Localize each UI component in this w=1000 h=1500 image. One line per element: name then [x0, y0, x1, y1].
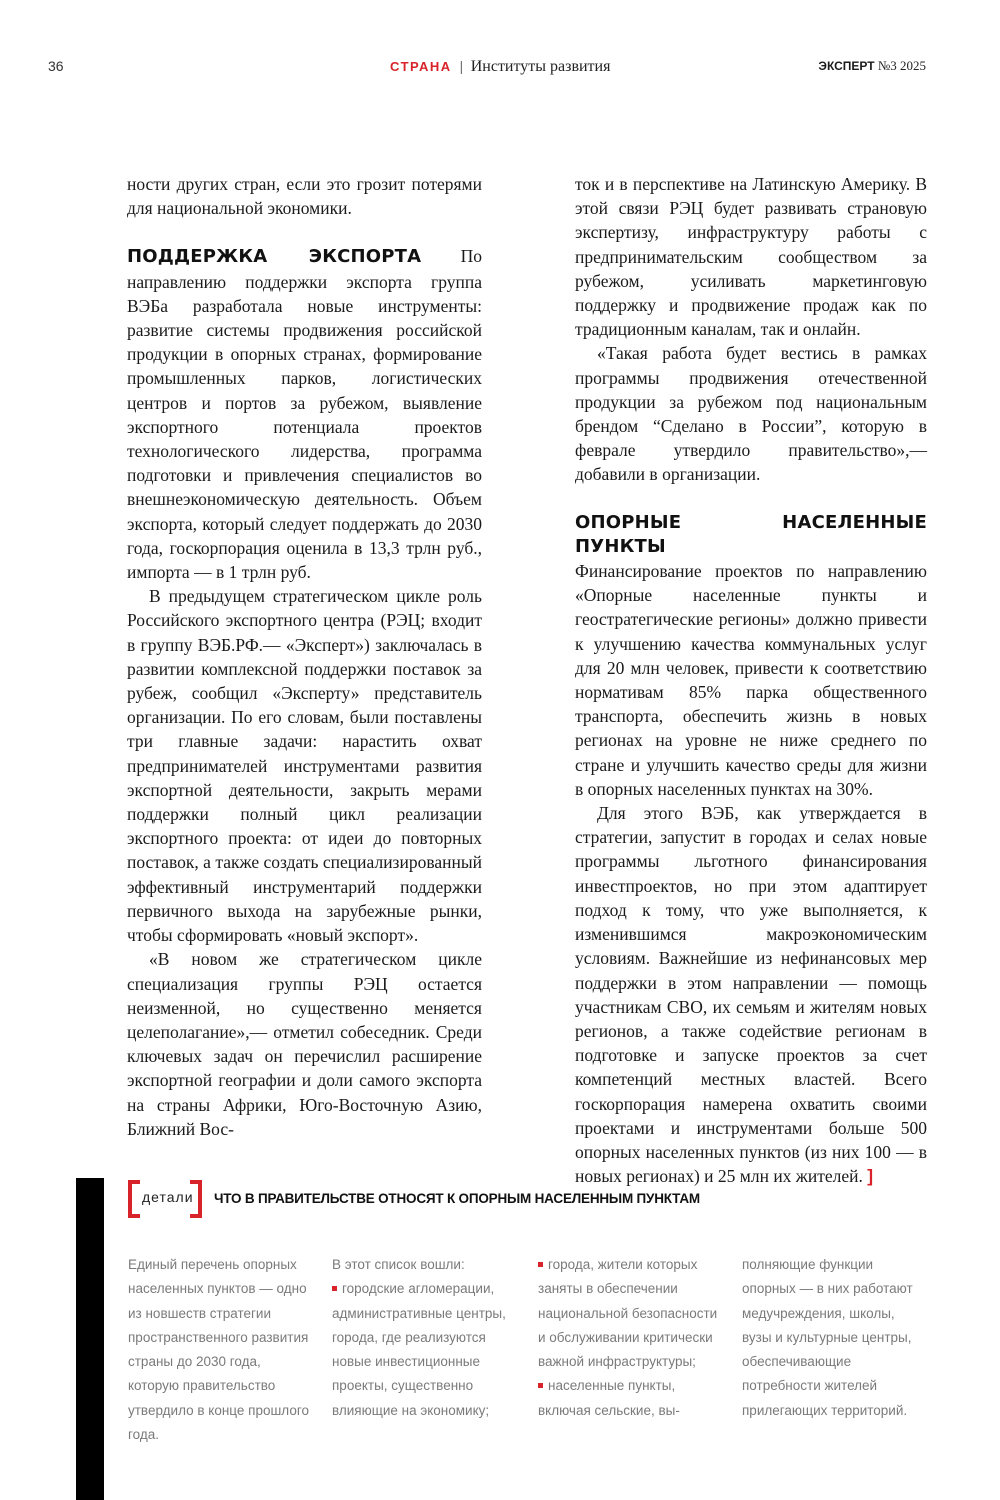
article-column-right	[575, 172, 927, 1188]
paragraph-with-heading	[127, 244, 482, 584]
section-name: СТРАНА	[390, 59, 452, 74]
details-box-header	[128, 1180, 948, 1220]
paragraph: ности других стран, если это грозит потерями для национальной экономики.	[127, 174, 482, 219]
header-separator: |	[459, 59, 463, 75]
magazine-name: ЭКСПЕРТ	[818, 59, 875, 73]
paragraph-text: Для этого ВЭБ, как утверждается в стратегии, запустит в городах и селах новые программы льготного финансирования инвестпроектов, но при этом адаптирует подход к тому, что уже выполняется, к изменившимся макроэкономическим условиям. Важнейшие из нефинансовых мер поддержки в этом направлении — помощь участникам СВО, их семьям и жителям новых регионов, а также содействие регионам в подготовке и запуске проектов за счет компетенций местных властей. Всего госкорпорация намерена охватить своими проектами и инструментами больше 500 опорных населенных пунктов (из них 100 — в новых регионах) и 25 млн их жителей.	[575, 803, 927, 1187]
bullet-icon	[538, 1262, 543, 1267]
details-column-4	[742, 1253, 924, 1423]
list-item: города, жители которых заняты в обеспечении национальной безопасности и обслуживании критически важной инфраструктуры;	[538, 1257, 718, 1370]
details-text: Единый перечень опорных населенных пунктов — одно из новшеств стратегии пространственного развития страны до 2030 года, которую правительство утвердило в конце прошлого года.	[128, 1257, 309, 1443]
page-header	[0, 58, 1000, 80]
paragraph: В предыдущем стратегическом цикле роль Российского экспортного центра (РЭЦ; входит в группу ВЭБ.РФ.— «Эксперт») заключалась в развитии комплексной поддержки поставок за рубеж, сообщил «Эксперту» представитель организации. По его словам, были поставлены три главные задачи: нарастить охват предпринимателей инструментами развития экспортной деятельности, закрыть мерами поддержки полный цикл реализации экспортного проекта: от идеи до повторных поставок, а также создать специализированный эффективный инструментарий поддержки первичного выхода на зарубежные рынки, чтобы сформировать «новый экспорт».	[127, 586, 482, 946]
details-column-2	[332, 1253, 514, 1423]
details-column-1	[128, 1253, 310, 1447]
magazine-issue	[818, 58, 926, 74]
sidebar-black-bar	[76, 1178, 104, 1500]
details-intro: В этот список вошли:	[332, 1257, 465, 1272]
page-number: 36	[48, 58, 64, 74]
paragraph: «В новом же стратегическом цикле специализация группы РЭЦ остается неизменной, но существенно меняется целеполагание»,— отметил собеседник. Среди ключевых задач он перечислил расширение экспортной географии и доли самого экспорта на страны Африки, Юго-Восточную Азию, Ближний Вос-	[127, 949, 482, 1139]
subheading-settlements: ОПОРНЫЕ НАСЕЛЕННЫЕ ПУНКТЫ	[575, 511, 927, 557]
article-column-left	[127, 172, 482, 1141]
list-item: городские агломерации, административные центры, города, где реализуются новые инвестиционные проекты, существенно влияющие на экономику;	[332, 1281, 506, 1418]
details-label: детали	[142, 1189, 194, 1205]
end-of-article-mark: ]	[867, 1166, 874, 1187]
subheading-export-support: ПОДДЕРЖКА ЭКСПОРТА	[127, 246, 422, 268]
bullet-icon	[538, 1383, 543, 1388]
details-text: полняющие функции опорных — в них работают медучреждения, школы, вузы и культурные центры, обеспечивающие потребности жителей прилегающих территорий.	[742, 1257, 913, 1418]
paragraph-final	[575, 801, 927, 1188]
bullet-icon	[332, 1286, 337, 1291]
section-subtitle: Институты развития	[470, 58, 611, 75]
paragraph: Финансирование проектов по направлению «Опорные населенные пункты и геостратегические регионы» должно привести к улучшению качества коммунальных услуг для 20 млн человек, привести к соответствию нормативам 85% парка общественного транспорта, обеспечить жизнь в новых регионах на уровне не ниже среднего по стране и улучшить качество среды для жизни в опорных населенных пунктах на 30%.	[575, 561, 927, 799]
details-title: ЧТО В ПРАВИТЕЛЬСТВЕ ОТНОСЯТ К ОПОРНЫМ НАСЕЛЕННЫМ ПУНКТАМ	[214, 1191, 700, 1206]
paragraph: ток и в перспективе на Латинскую Америку. В этой связи РЭЦ будет развивать страновую экспертизу, инфраструктуру работы с предпринимательским сообществом за рубежом, усиливать маркетинговую поддержку и продвижение продаж как по традиционным каналам, так и онлайн.	[575, 174, 927, 340]
section-title	[390, 58, 610, 76]
bracket-right-icon	[190, 1180, 202, 1218]
paragraph-text: По направлению поддержки экспорта группа ВЭБа разработала новые инструменты: развитие системы продвижения российской продукции в опорных странах, формирование промышленных парков, логистических центров и портов за рубежом, выявление экспортного потенциала проектов технологического лидерства, программа подготовки и привлечения специалистов во внешнеэкономическую деятельность. Объем экспорта, который следует поддержать до 2030 года, госкорпорация оценила в 13,3 трлн руб., импорта — в 1 трлн руб.	[127, 246, 482, 583]
list-item: населенные пункты, включая сельские, вы-	[538, 1378, 680, 1418]
bracket-left-icon	[128, 1180, 140, 1218]
paragraph: «Такая работа будет вестись в рамках программы продвижения отечественной продукции за рубежом под национальным брендом “Сделано в России”, которую в феврале утвердило правительство»,— добавили в организации.	[575, 343, 927, 485]
details-column-3	[538, 1253, 720, 1423]
issue-number: №3 2025	[877, 58, 926, 73]
